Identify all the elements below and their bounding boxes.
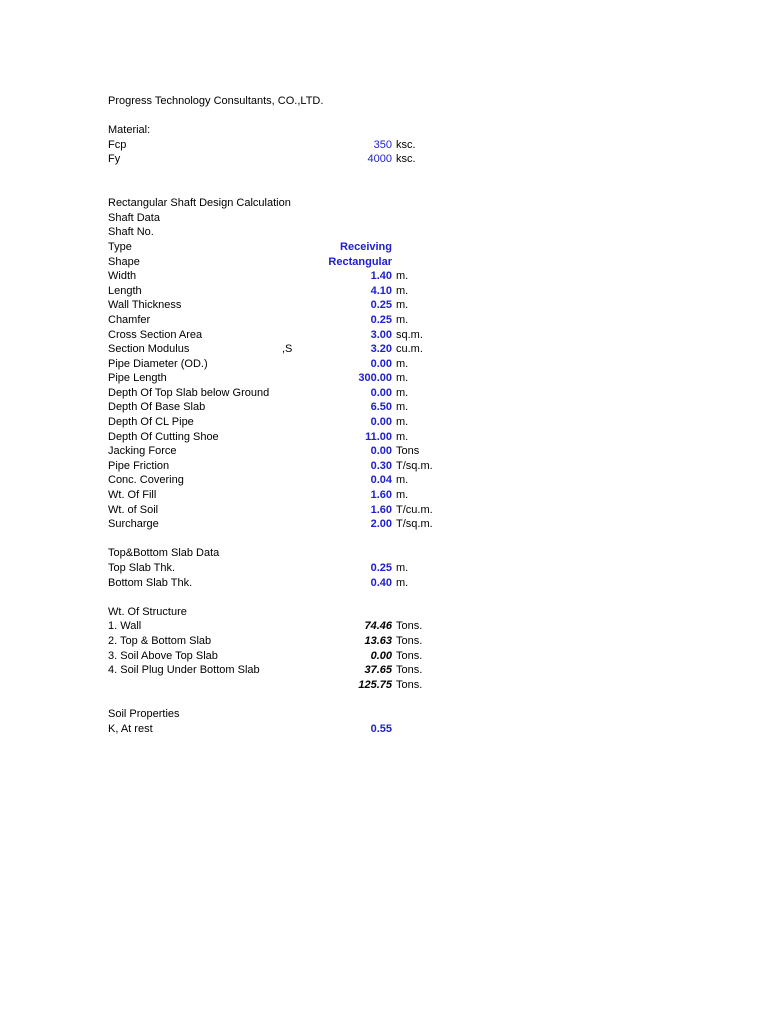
shaft-data-row bbox=[108, 415, 468, 430]
slab-rows bbox=[108, 561, 468, 590]
row-unit: m. bbox=[396, 372, 409, 385]
shaft-data-row bbox=[108, 444, 468, 459]
shaft-data-row bbox=[108, 459, 468, 474]
row-unit: cu.m. bbox=[396, 343, 423, 356]
row-label: Cross Section Area bbox=[108, 328, 203, 341]
row-value: 4.10 bbox=[370, 284, 392, 297]
material-heading-text: Material: bbox=[108, 124, 151, 137]
shaft-title bbox=[108, 196, 468, 211]
row-unit: m. bbox=[396, 489, 409, 502]
row-label: Surcharge bbox=[108, 518, 159, 531]
soil-heading-text: Soil Properties bbox=[108, 707, 180, 720]
row-label: Section Modulus bbox=[108, 343, 190, 356]
row-label: 2. Top & Bottom Slab bbox=[108, 634, 212, 647]
row-unit: m. bbox=[396, 270, 409, 283]
shaft-data-row bbox=[108, 342, 468, 357]
shaft-data-row bbox=[108, 430, 468, 445]
row-unit: T/sq.m. bbox=[396, 459, 433, 472]
row-label: Wt. Of Fill bbox=[108, 489, 157, 502]
row-value: 74.46 bbox=[364, 620, 392, 633]
row-label: Depth Of Base Slab bbox=[108, 401, 206, 414]
row-value: 1.60 bbox=[370, 503, 392, 516]
row-value: 0.25 bbox=[370, 313, 392, 326]
row-value: 3.20 bbox=[370, 343, 392, 356]
calculation-sheet bbox=[108, 94, 468, 736]
row-unit: T/cu.m. bbox=[396, 503, 433, 516]
row-label: Length bbox=[108, 284, 142, 297]
row-value: 13.63 bbox=[364, 634, 392, 647]
row-value: 1.60 bbox=[370, 489, 392, 502]
shaft-no-row bbox=[108, 225, 468, 240]
row-label: Bottom Slab Thk. bbox=[108, 576, 193, 589]
row-unit: ksc. bbox=[396, 153, 416, 166]
row-label: Wall Thickness bbox=[108, 299, 182, 312]
row-unit: m. bbox=[396, 562, 409, 574]
row-unit: Tons bbox=[396, 445, 420, 458]
shaft-data-row bbox=[108, 400, 468, 415]
slab-heading bbox=[108, 546, 468, 561]
shaft-data-heading-text: Shaft Data bbox=[108, 211, 160, 224]
row-label: Fcp bbox=[108, 138, 127, 151]
row-unit: m. bbox=[396, 576, 409, 589]
shaft-data-row bbox=[108, 473, 468, 488]
row-unit: m. bbox=[396, 299, 409, 312]
shaft-data-row bbox=[108, 517, 468, 532]
row-unit: ksc. bbox=[396, 138, 416, 151]
row-label: Top Slab Thk. bbox=[108, 562, 176, 574]
row-label: Pipe Diameter (OD.) bbox=[108, 357, 208, 370]
row-label: Type bbox=[108, 240, 132, 253]
row-unit: Tons. bbox=[396, 634, 423, 647]
row-value: 0.00 bbox=[370, 357, 392, 370]
row-value: 300.00 bbox=[358, 372, 392, 385]
weight-rows bbox=[108, 619, 468, 677]
row-value: 0.40 bbox=[370, 576, 392, 589]
company-name-text: Progress Technology Consultants, CO.,LTD. bbox=[108, 95, 324, 107]
shaft-data-row bbox=[108, 386, 468, 401]
row-label: Conc. Covering bbox=[108, 474, 184, 487]
row-label: Fy bbox=[108, 153, 121, 166]
row-value: 0.04 bbox=[370, 474, 392, 487]
row-value: 6.50 bbox=[370, 401, 392, 414]
row-value: 350 bbox=[373, 138, 392, 151]
row-unit: Tons. bbox=[396, 620, 423, 633]
weight-data-row bbox=[108, 634, 468, 649]
weight-data-row bbox=[108, 649, 468, 664]
row-value: 11.00 bbox=[365, 430, 392, 443]
weight-total-row bbox=[108, 678, 468, 693]
shaft-data-row bbox=[108, 298, 468, 313]
weight-heading bbox=[108, 605, 468, 620]
slab-data-row bbox=[108, 561, 468, 576]
row-label: Chamfer bbox=[108, 313, 151, 326]
material-heading bbox=[108, 123, 468, 138]
row-unit: m. bbox=[396, 386, 409, 399]
row-unit: m. bbox=[396, 357, 409, 370]
weight-data-row bbox=[108, 619, 468, 634]
row-value: Receiving bbox=[340, 240, 392, 253]
row-value: 0.25 bbox=[370, 299, 392, 312]
row-label: Shaft No. bbox=[108, 226, 154, 239]
shaft-title-text: Rectangular Shaft Design Calculation bbox=[108, 197, 291, 210]
row-value: 0.00 bbox=[370, 445, 392, 458]
row-value: 3.00 bbox=[370, 328, 392, 341]
row-label: Shape bbox=[108, 255, 140, 268]
row-label: Width bbox=[108, 270, 137, 283]
row-unit: m. bbox=[396, 401, 409, 414]
row-value: 4000 bbox=[367, 153, 392, 166]
row-label: 1. Wall bbox=[108, 620, 142, 633]
row-value: 0.55 bbox=[370, 722, 392, 735]
soil-heading bbox=[108, 707, 468, 722]
row-unit: T/sq.m. bbox=[396, 518, 433, 531]
row-unit: Tons. bbox=[396, 664, 423, 677]
row-unit: m. bbox=[396, 430, 409, 443]
row-unit: Tons. bbox=[396, 649, 423, 662]
row-value: 2.00 bbox=[370, 518, 392, 531]
row-unit: m. bbox=[396, 313, 409, 326]
shaft-rows bbox=[108, 269, 468, 532]
shaft-type-row bbox=[108, 240, 468, 255]
row-unit: m. bbox=[396, 284, 409, 297]
row-value: 0.00 bbox=[370, 386, 392, 399]
slab-heading-text: Top&Bottom Slab Data bbox=[108, 547, 220, 560]
row-unit: Tons. bbox=[396, 678, 423, 691]
row-label: K, At rest bbox=[108, 722, 153, 735]
row-label: Jacking Force bbox=[108, 445, 177, 458]
row-value: 37.65 bbox=[364, 664, 392, 677]
company-name bbox=[108, 94, 468, 109]
shaft-data-row bbox=[108, 284, 468, 299]
row-label: 4. Soil Plug Under Bottom Slab bbox=[108, 664, 260, 677]
row-value: 125.75 bbox=[358, 678, 392, 691]
row-value: 1.40 bbox=[370, 270, 392, 283]
row-value: 0.25 bbox=[370, 562, 392, 574]
shaft-data-row bbox=[108, 328, 468, 343]
material-row-fcp bbox=[108, 138, 468, 153]
row-unit: m. bbox=[396, 474, 409, 487]
soil-k-row bbox=[108, 722, 468, 737]
shaft-data-heading bbox=[108, 211, 468, 226]
slab-data-row bbox=[108, 576, 468, 591]
shaft-shape-row bbox=[108, 255, 468, 270]
weight-data-row bbox=[108, 663, 468, 678]
row-label: Depth Of Cutting Shoe bbox=[108, 430, 219, 443]
row-label: Depth Of Top Slab below Ground bbox=[108, 386, 270, 399]
row-unit: sq.m. bbox=[396, 328, 423, 341]
row-value: 0.30 bbox=[370, 459, 392, 472]
shaft-data-row bbox=[108, 371, 468, 386]
row-value: 0.00 bbox=[370, 649, 392, 662]
shaft-data-row bbox=[108, 313, 468, 328]
weight-heading-text: Wt. Of Structure bbox=[108, 605, 187, 618]
row-label: Pipe Friction bbox=[108, 459, 170, 472]
row-label: Pipe Length bbox=[108, 372, 167, 385]
shaft-data-row bbox=[108, 488, 468, 503]
row-symbol: ,S bbox=[282, 343, 293, 356]
shaft-data-row bbox=[108, 503, 468, 518]
row-label: Depth Of CL Pipe bbox=[108, 416, 194, 429]
shaft-data-row bbox=[108, 357, 468, 372]
material-row-fy bbox=[108, 152, 468, 167]
row-value: Rectangular bbox=[328, 255, 392, 268]
row-value: 0.00 bbox=[370, 416, 392, 429]
row-label: Wt. of Soil bbox=[108, 503, 159, 516]
shaft-data-row bbox=[108, 269, 468, 284]
row-unit: m. bbox=[396, 416, 409, 429]
row-label: 3. Soil Above Top Slab bbox=[108, 649, 218, 662]
